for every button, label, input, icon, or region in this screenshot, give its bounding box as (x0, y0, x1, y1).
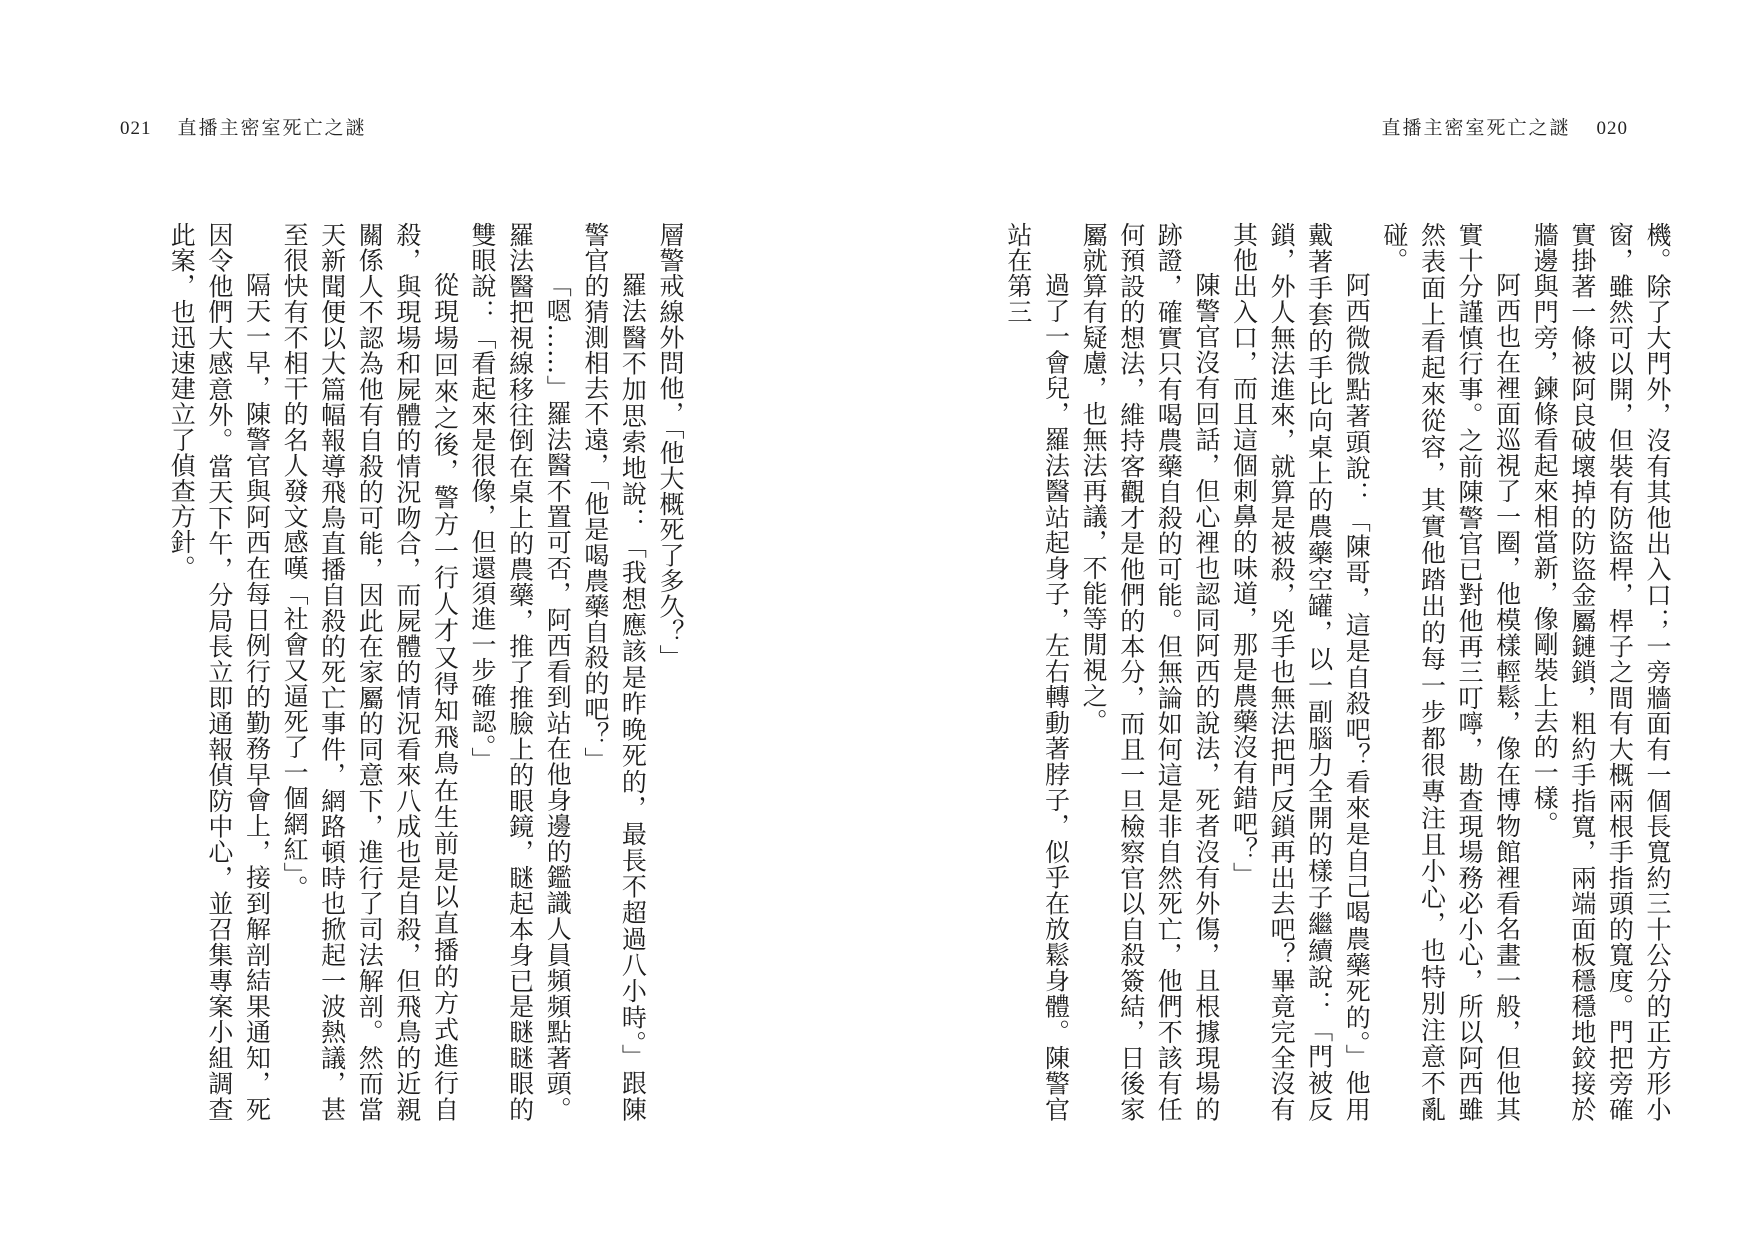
paragraph: 羅法醫不加思索地說：「我想應該是昨晚死的，最長不超過八小時。」跟陳警官的猜測相去不遠，「他是喝農藥自殺的吧？」 (580, 222, 648, 1122)
paragraph: 機。除了大門外，沒有其他出入口；一旁牆面有一個長寬約三十公分的正方形小窗，雖然可以開，但裝有防盜桿，桿子之間有大概兩根手指頭的寬度。門把旁確實掛著一條被阿良破壞掉的防盜金屬鏈鎖，粗約手指寬，兩端面板穩穩地鉸接於牆邊與門旁，鍊條看起來相當新，像剛裝上去的一樣。 (1530, 222, 1672, 1122)
right-page-header (1381, 113, 1628, 140)
left-running-title: 直播主密室死亡之謎 (177, 117, 367, 139)
paragraph: 從現場回來之後，警方一行人才又得知飛鳥在生前是以直播的方式進行自殺，與現場和屍體的情況吻合，而屍體的情況看來八成也是自殺，但飛鳥的近親關係人不認為他有自殺的可能，因此在家屬的同意下，進行了司法解剖。然而當天新聞便以大篇幅報導飛鳥直播自殺的死亡事件，網路頓時也掀起一波熱議，甚至很快有不相干的名人發文感嘆「社會又逼死了一個網紅」。 (280, 222, 460, 1122)
right-page-body (1003, 222, 1676, 1122)
paragraph: 層警戒線外問他，「他大概死了多久？」 (656, 222, 685, 671)
right-running-title: 直播主密室死亡之謎 (1381, 117, 1571, 139)
paragraph: 隔天一早，陳警官與阿西在每日例行的勤務早會上，接到解剖結果通知，死因令他們大感意外。當天下午，分局長立即通報偵防中心，並召集專案小組調查此案，也迅速建立了偵查方針。 (167, 222, 272, 1122)
paragraph: 過了一會兒，羅法醫站起身子，左右轉動著脖子，似乎在放鬆身體。陳警官站在第三 (1003, 222, 1071, 1122)
paragraph: 阿西也在裡面巡視了一圈，他模樣輕鬆，像在博物館裡看名畫一般，但他其實十分謹慎行事。之前陳警官已對他再三叮嚀，勘查現場務必小心，所以阿西雖然表面上看起來從容，其實他踏出的每一步都很專注且小心，也特別注意不亂碰。 (1379, 222, 1522, 1122)
paragraph: 阿西微微點著頭說：「陳哥，這是自殺吧？看來是自己喝農藥死的。」他用戴著手套的手比向桌上的農藥空罐，以一副腦力全開的樣子繼續說：「門被反鎖，外人無法進來，就算是被殺，兇手也無法把門反鎖再出去吧？畢竟完全沒有其他出入口，而且這個刺鼻的味道，那是農藥沒有錯吧？」 (1229, 222, 1372, 1122)
left-page-number: 021 (120, 118, 152, 139)
paragraph: 陳警官沒有回話，但心裡也認同阿西的說法，死者沒有外傷，且根據現場的跡證，確實只有喝農藥自殺的可能。但無論如何這是非自然死亡，他們不該有任何預設的想法，維持客觀才是他們的本分，而且一旦檢察官以自殺簽結，日後家屬就算有疑慮，也無法再議，不能等閒視之。 (1079, 222, 1221, 1122)
right-page-number: 020 (1596, 118, 1628, 139)
right-page (874, 0, 1748, 1240)
paragraph: 「嗯……」羅法醫不置可否，阿西看到站在他身邊的鑑識人員頻頻點著頭。羅法醫把視線移往倒在桌上的農藥，推了推臉上的眼鏡，瞇起本身已是瞇瞇眼的雙眼說：「看起來是很像，但還須進一步確認。」 (468, 222, 573, 1122)
left-page-body (49, 222, 689, 1122)
left-page-header (120, 113, 367, 140)
